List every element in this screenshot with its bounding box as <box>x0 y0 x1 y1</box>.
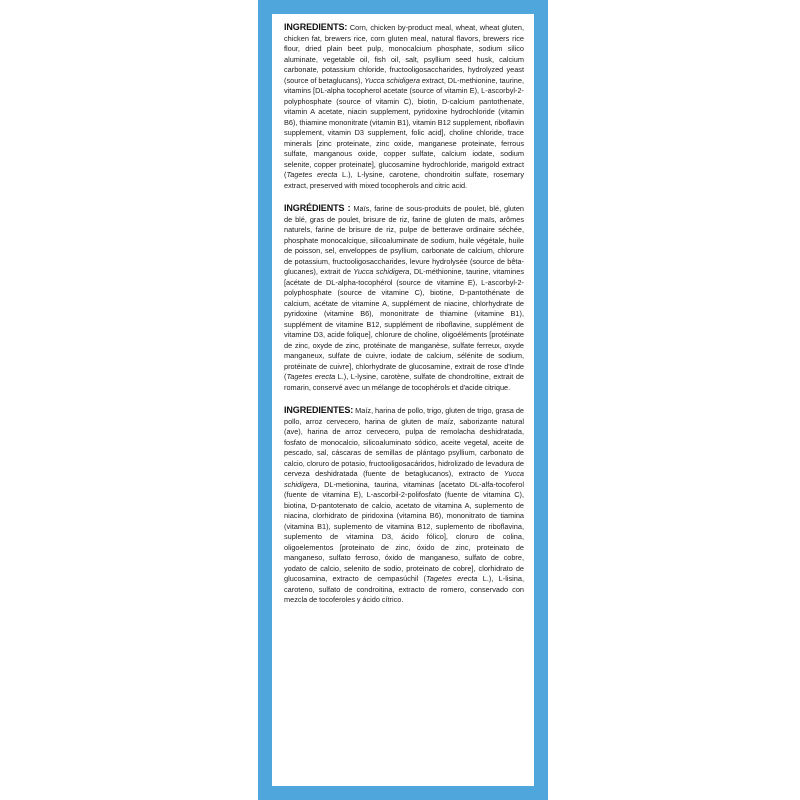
section-body: Corn, chicken by-product meal, wheat, wheat gluten, chicken fat, brewers rice, corn gluten meal, natural flavors, brewers rice flour, dried plain beet pulp, monocalcium phosphate, sodium silico aluminate, vegetable oil, fish oil, salt, psyllium seed husk, calcium carbonate, potassium chloride, fructooligosaccharides, hydrolyzed yeast (source of betaglucans), Yucca schidigera extract, DL-methionine, taurine, vitamins [DL-alpha tocopherol acetate (source of vitamin E), L-ascorbyl-2-polyphosphate (source of vitamin C), biotin, D-calcium pantothenate, vitamin A acetate, niacin supplement, pyridoxine hydrochloride (vitamin B6), thiamine mononitrate (vitamin B1), vitamin B12 supplement, riboflavin supplement, vitamin D3 supplement, folic acid], choline chloride, trace minerals [zinc proteinate, zinc oxide, manganese proteinate, ferrous sulfate, manganous oxide, copper sulfate, calcium iodate, sodium selenite, copper proteinate], glucosamine hydrochloride, marigold extract (Tagetes erecta L.), L-lysine, carotene, chondroitin sulfate, rosemary extract, preserved with mixed tocopherols and citric acid. <box>284 23 524 190</box>
ingredients-french <box>284 203 524 393</box>
section-heading: INGREDIENTS: <box>284 22 348 32</box>
section-heading: INGREDIENTES: <box>284 405 354 415</box>
ingredients-list <box>284 22 524 618</box>
section-body: Maïs, farine de sous-produits de poulet, blé, gluten de blé, gras de poulet, brisure de riz, farine de gluten de maïs, arômes naturels, farine de brisure de riz, pulpe de betterave ordinaire séchée, phosphate monocalcique, silicoaluminate de sodium, huile végétale, huile de poisson, sel, enveloppes de psyllium, carbonate de calcium, chlorure de potassium, fructooligosaccharides, levure hydrolysée (source de bêta-glucanes), extrait de Yucca schidigera, DL-méthionine, taurine, vitamines [acétate de DL-alpha-tocophérol (source de vitamine E), L-ascorbyl-2-polyphosphate (source de vitamine C), biotine, D-pantothénate de calcium, acétate de vitamine A, supplément de niacine, chlorhydrate de pyridoxine (vitamine B6), mononitrate de thiamine (vitamine B1), supplément de vitamine B12, supplément de riboflavine, supplément de vitamine D3, acide folique], chlorure de choline, oligoéléments [protéinate de zinc, oxyde de zinc, protéinate de manganèse, sulfate ferreux, oxyde manganeux, sulfate de cuivre, iodate de calcium, sélénite de sodium, protéinate de cuivre], chlorhydrate de glucosamine, extrait de rose d'Inde (Tagetes erecta L.), L-lysine, carotène, sulfate de chondroïtine, extrait de romarin, conservé avec un mélange de tocophérols et d'acide citrique. <box>284 204 525 392</box>
ingredients-panel <box>272 14 534 786</box>
ingredients-spanish <box>284 405 524 606</box>
ingredients-english <box>284 22 524 191</box>
section-body: Maíz, harina de pollo, trigo, gluten de trigo, grasa de pollo, arroz cervecero, harina de gluten de maíz, saborizante natural (ave), harina de arroz cervecero, pulpa de remolacha deshidratada, fosfato de monocalcio, silicoaluminato sódico, aceite vegetal, aceite de pescado, sal, cáscaras de semillas de plántago psyllium, carbonato de calcio, cloruro de potasio, fructooligosacáridos, hidrolizado de levadura de cerveza deshidratada (fuente de betaglucanos), extracto de Yucca schidigera, DL-metionina, taurina, vitaminas [acetato DL-alfa-tocoferol (fuente de vitamina E), L-ascorbil-2-polifosfato (fuente de vitamina C), biotina, D-pantotenato de calcio, acetato de vitamina A, suplemento de niacina, clorhidrato de piridoxina (vitamina B6), mononitrato de tiamina (vitamina B1), suplemento de vitamina B12, suplemento de riboflavina, suplemento de vitamina D3, ácido fólico], cloruro de colina, oligoelementos [proteinato de zinc, óxido de zinc, proteinato de manganeso, sulfato ferroso, óxido de manganeso, sulfato de cobre, yodato de calcio, selenito de sodio, proteinato de cobre], clorhidrato de glucosamina, extracto de cempasúchil (Tagetes erecta L.), L-lisina, caroteno, sulfato de condroitina, extracto de romero, conservado con mezcla de tocoferoles y ácido cítrico. <box>284 406 524 604</box>
section-heading: INGRÉDIENTS : <box>284 203 351 213</box>
